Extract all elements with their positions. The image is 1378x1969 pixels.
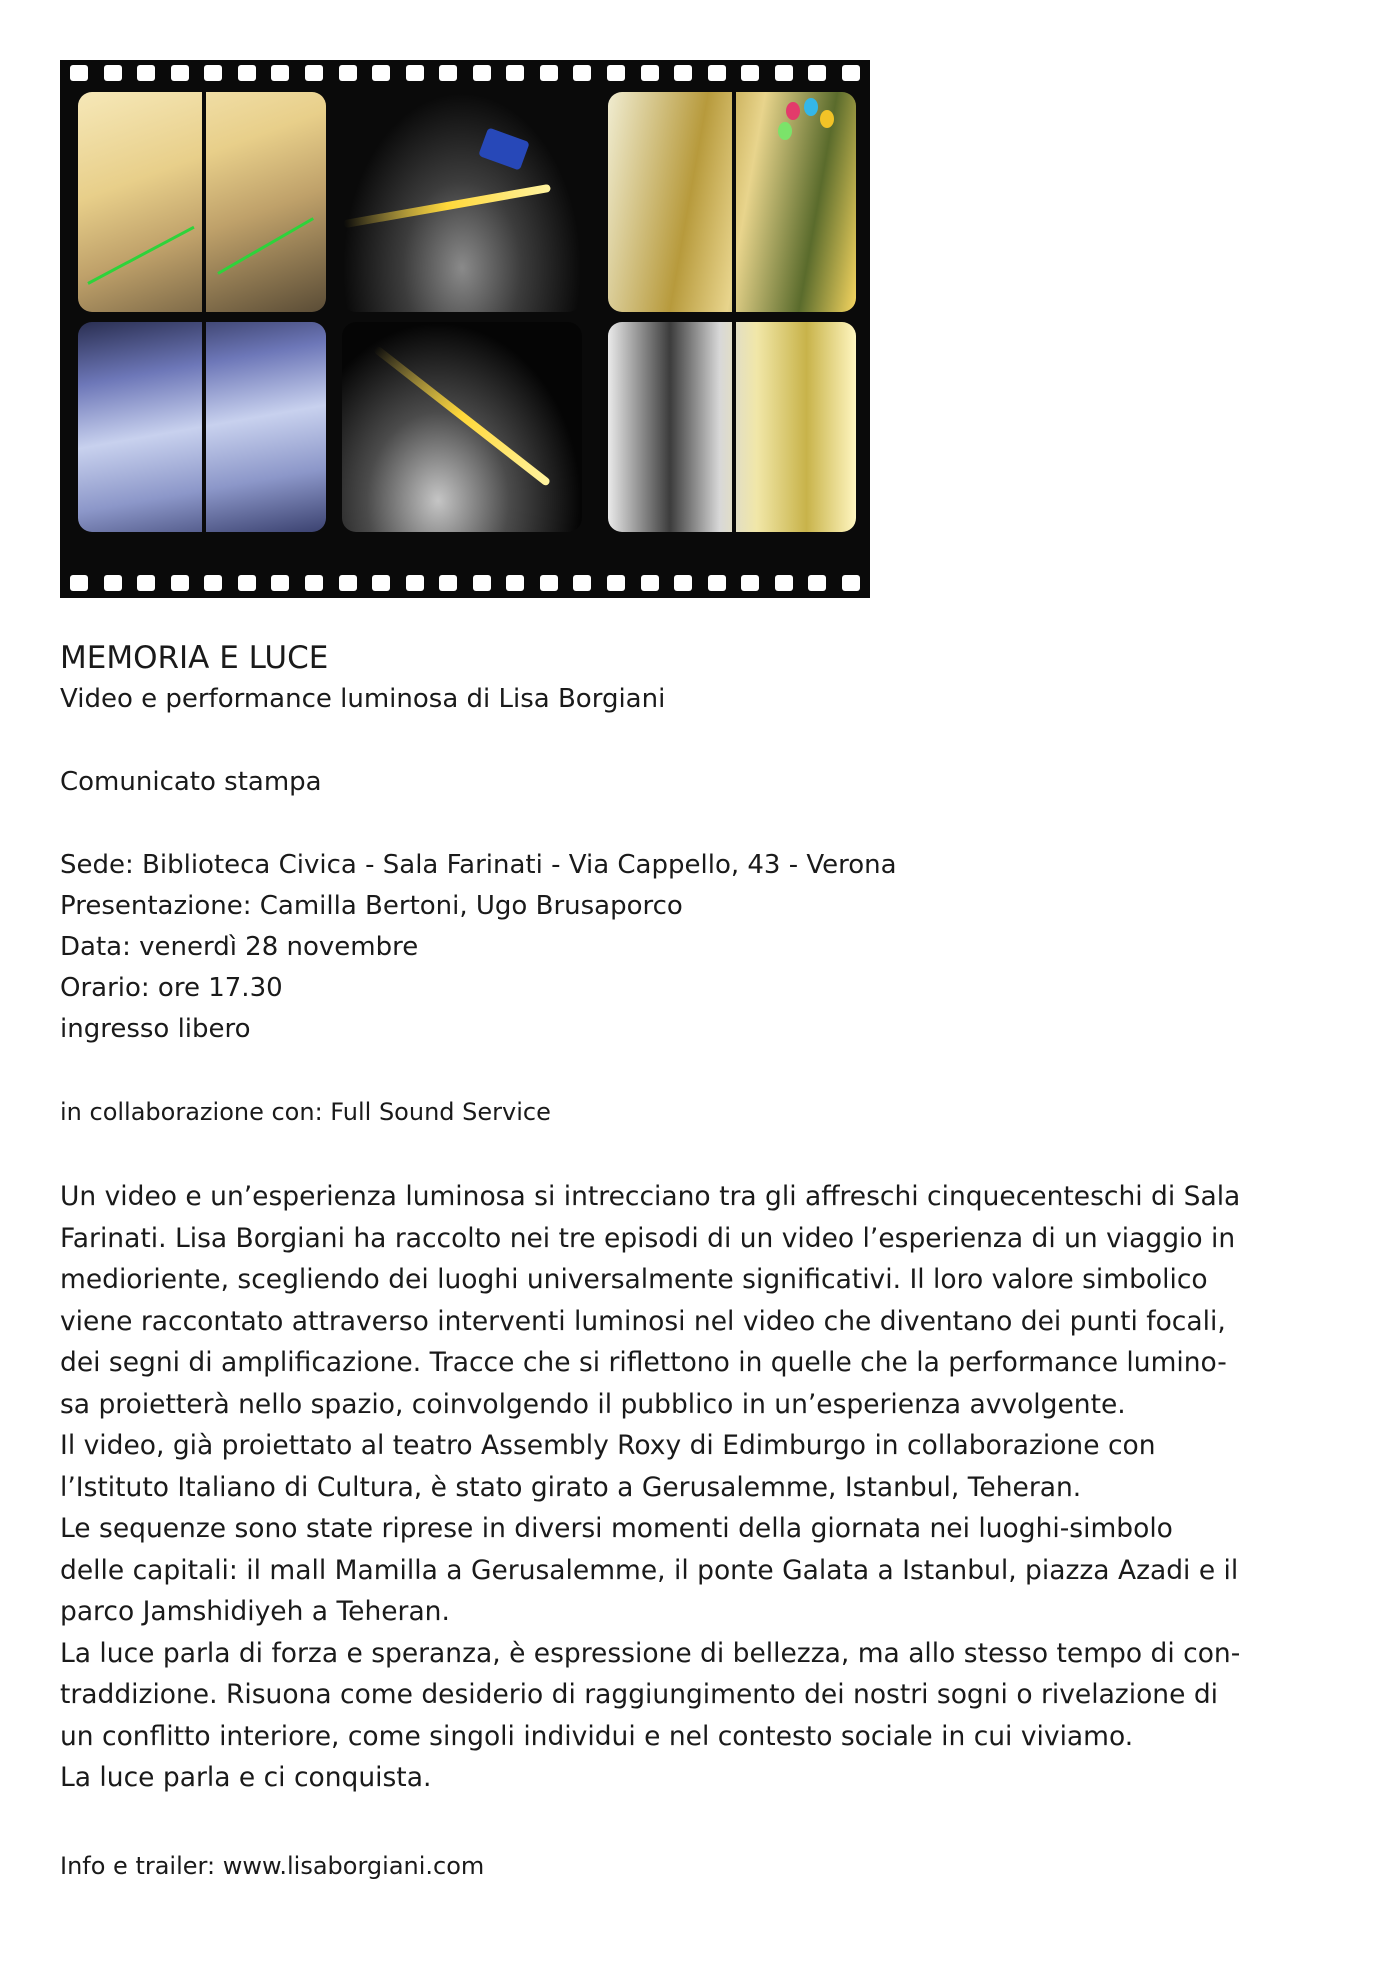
event-subtitle: Video e performance luminosa di Lisa Borgiani [60,684,666,714]
body-line: Il video, già proiettato al teatro Assembly Roxy di Edimburgo in collaborazione con [60,1430,1156,1461]
body-line: La luce parla e ci conquista. [60,1762,432,1793]
body-line: l’Istituto Italiano di Cultura, è stato girato a Gerusalemme, Istanbul, Teheran. [60,1471,1082,1503]
collaboration-credit: in collaborazione con: Full Sound Service [60,1098,551,1126]
detail-admission: ingresso libero [60,1014,251,1044]
body-line: traddizione. Risuona come desiderio di raggiungimento dei nostri sogni o rivelazione di [60,1679,1219,1710]
istanbul-frame [342,92,582,312]
film-perforations-top [70,62,860,84]
body-line: un conflitto interiore, come singoli individui e nel contesto sociale in cui viviamo. [60,1720,1134,1752]
info-trailer-link: Info e trailer: www.lisaborgiani.com [60,1852,485,1880]
film-perforations-bottom [70,572,860,594]
detail-date: Data: venerdì 28 novembre [60,932,419,962]
body-line: delle capitali: il mall Mamilla a Gerusalemme, il ponte Galata a Istanbul, piazza Azadi e il [60,1554,1239,1586]
jerusalem-negative-frame [78,322,326,532]
document-type: Comunicato stampa [60,767,322,797]
jerusalem-frame [78,92,326,312]
detail-presenters: Presentazione: Camilla Bertoni, Ugo Brusaporco [60,891,683,921]
body-line: dei segni di amplificazione. Tracce che si riflettono in quelle che la performance lumino- [60,1347,1227,1378]
detail-venue: Sede: Biblioteca Civica - Sala Farinati - Via Cappello, 43 - Verona [60,850,897,880]
body-line: viene raccontato attraverso interventi luminosi nel video che diventano dei punti focali, [60,1305,1226,1337]
event-title: MEMORIA E LUCE [60,640,329,676]
body-paragraph [60,1176,1320,1799]
body-line: sa proietterà nello spazio, coinvolgendo il pubblico in un’esperienza avvolgente. [60,1388,1126,1420]
body-line: parco Jamshidiyeh a Teheran. [60,1596,450,1627]
tehran-frame [608,92,856,312]
body-line: medioriente, scegliendo dei luoghi universalmente significativi. Il loro valore simbolico [60,1264,1208,1295]
body-line: Un video e un’esperienza luminosa si intrecciano tra gli affreschi cinquecenteschi di Sala [60,1181,1241,1212]
istanbul-negative-frame [342,322,582,532]
body-line: La luce parla di forza e speranza, è espressione di bellezza, ma allo stesso tempo di con- [60,1637,1241,1669]
detail-time: Orario: ore 17.30 [60,973,283,1003]
body-line: Le sequenze sono state riprese in diversi momenti della giornata nei luoghi-simbolo [60,1513,1173,1544]
body-line: Farinati. Lisa Borgiani ha raccolto nei tre episodi di un video l’esperienza di un viaggio in [60,1222,1236,1254]
film-strip-banner-image [60,60,870,598]
tehran-azadi-frame [608,322,856,532]
